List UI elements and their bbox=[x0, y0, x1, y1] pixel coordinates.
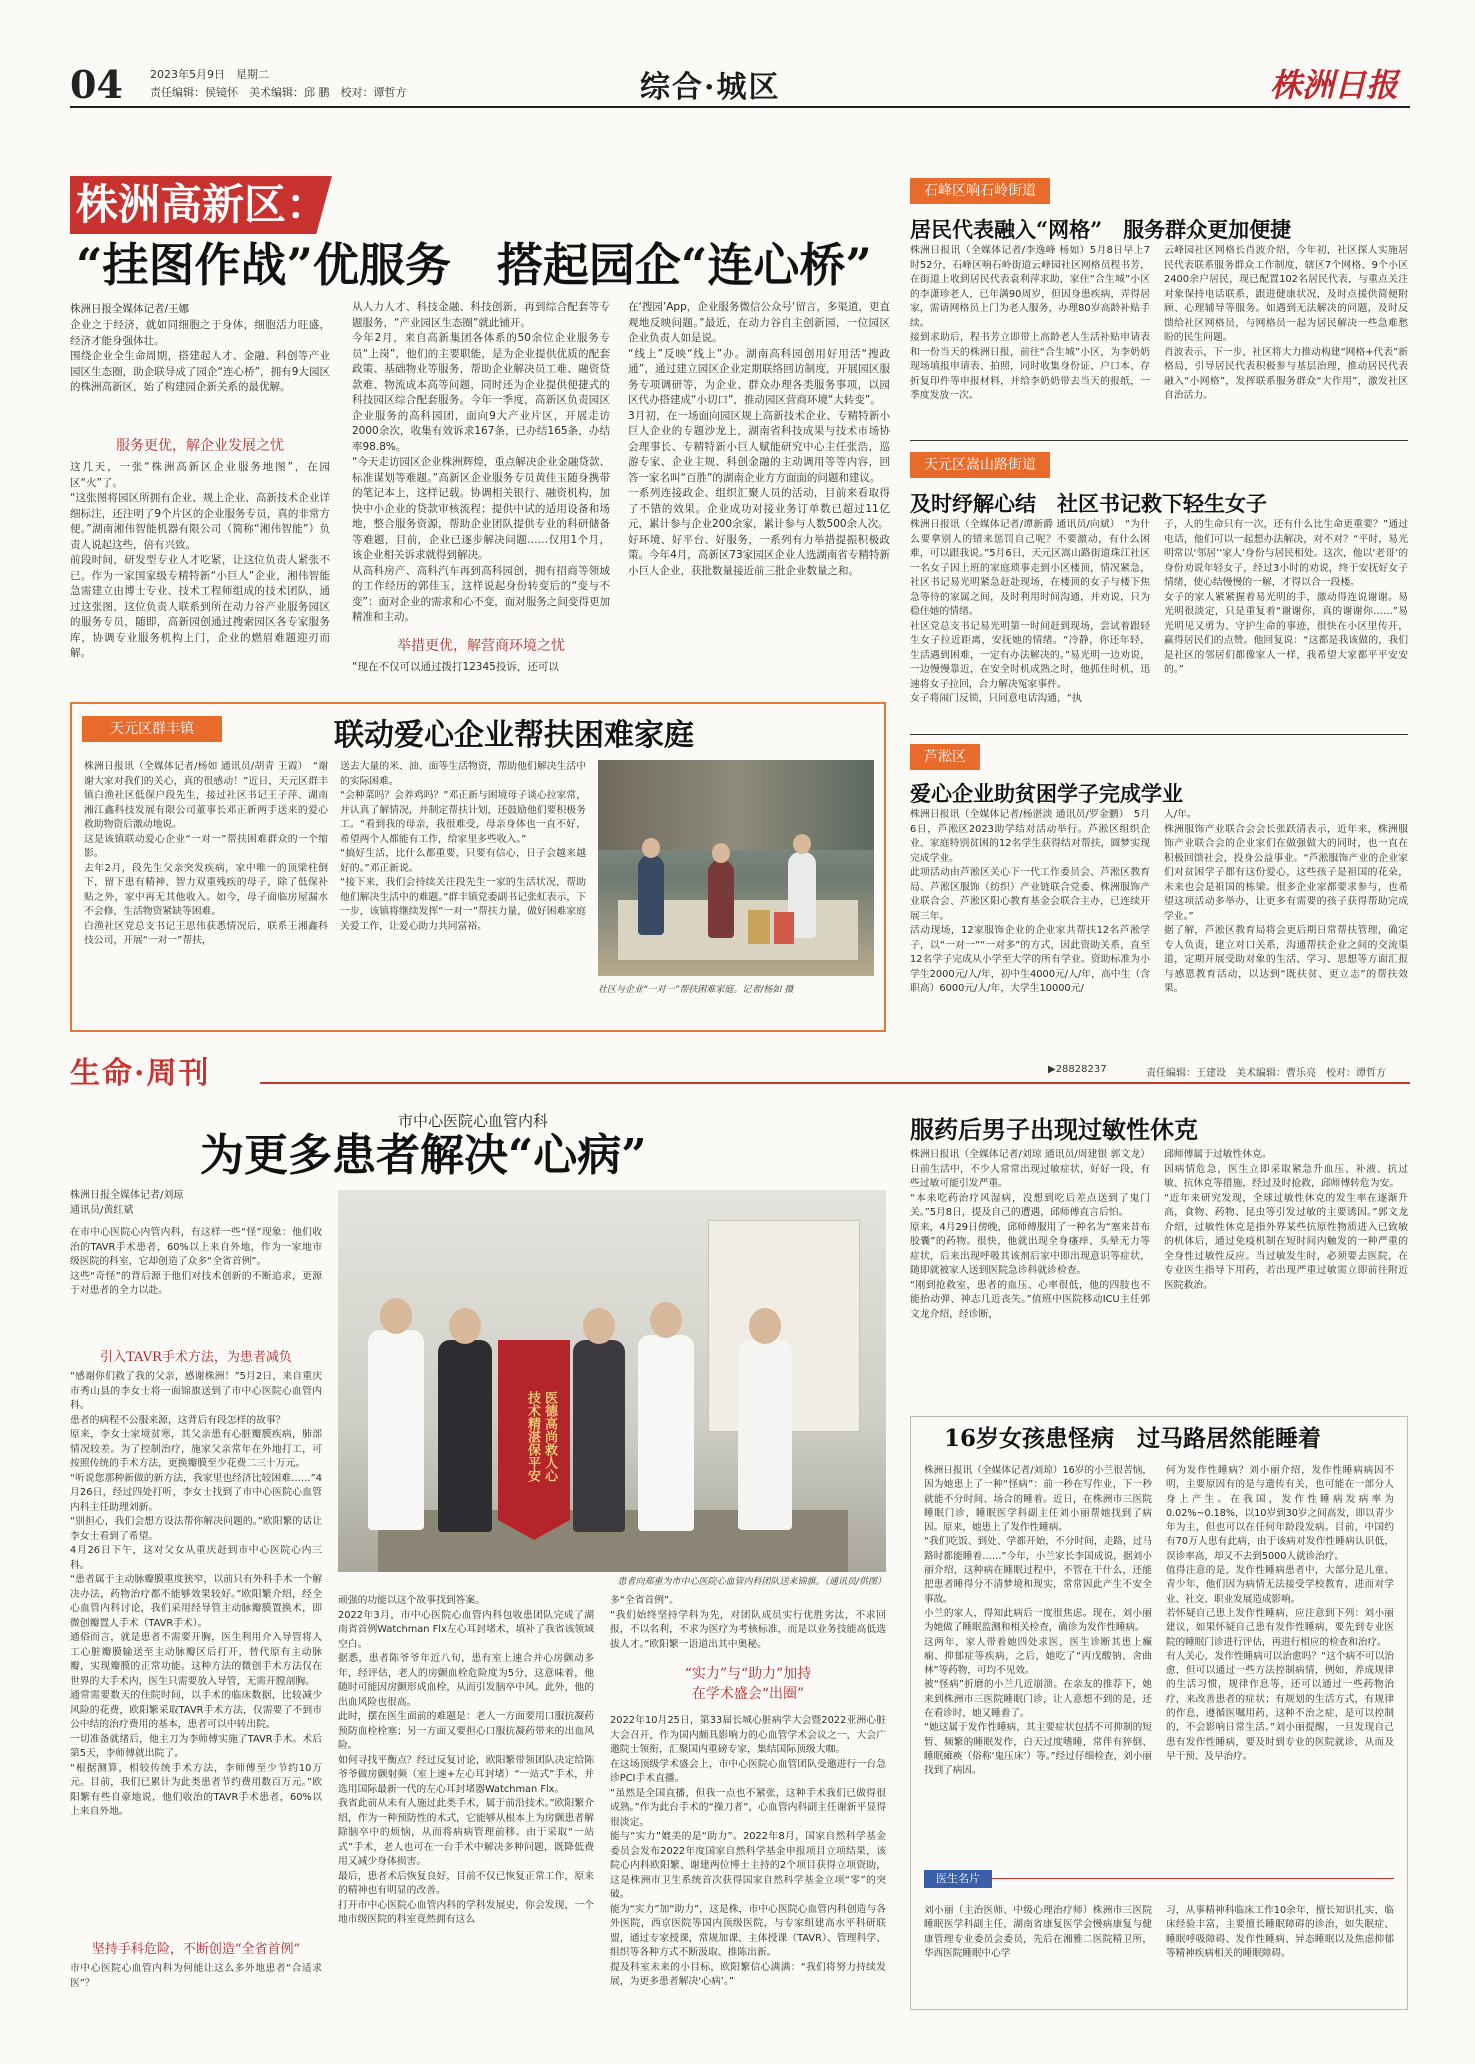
charity-area-tag: 天元区群丰镇 bbox=[82, 716, 222, 742]
r2-col2: 子，人的生命只有一次，还有什么比生命更重要？”通过电话，他们可以一起想办法解决，对不对？“平时，易光明常以‘邻居’‘家人’身份与居民相处。这次，他以‘老哥’的身份劝说年轻女子，经过3小时的劝说，终于安抚好女子情绪，使心结慢慢的一解，才得以合一段楼。 女子的家人紧紧握着易光明的手，激动得连说谢谢。易光明很淡定，只是重复着“谢谢你，真的谢谢你……”易光明见又勇为、守护生命的事迹，很快在小区里传开，赢得居民们的点赞。他回复说：“这都是我该做的，我们是社区的邻居们都像家人一样，我希望大家都平平安安的。” bbox=[1164, 519, 1408, 675]
allergy-col2: 邱师傅属于过敏性休克。 因病情危急，医生立即采取紧急升血压、补液、抗过敏、抗休克等措施，经过及时抢救，邱师傅转危为安。 “近年来研究发现，全球过敏性休克的发生率在逐渐升高，食物、药物、昆虫等引发过敏的主要诱因。”郭文龙介绍，过敏性休克是指外界某些抗原性物质进入已致敏的机体后，通过免疫机制在短时间内触发的一种严重的全身性过敏性反应。当过敏发生时，必须要去医院，在专业医生指导下用药，若出现严重过敏需立即前往附近医院救治。 bbox=[1164, 1149, 1408, 1291]
masthead-rule bbox=[70, 106, 1410, 108]
life-banner-rule bbox=[260, 1082, 1410, 1084]
heart-photo bbox=[338, 1190, 886, 1572]
charity-headline: 联动爱心企业帮扶困难家庭 bbox=[334, 718, 694, 753]
charity-photo bbox=[598, 760, 874, 976]
charity-col2: 送去大量的米、油、面等生活物资，帮助他们解决生活中的实际困难。 “会种菜吗？会养鸡吗？”邓正新与困境母子谈心拉家常，并认真了解情况，并制定帮扶计划，还鼓励他们要积极务工。“看到我的母亲，我很难受，母亲身体也一直不好，希望两个人都能有工作，给家里多些收入。” “搞好生活，比什么都重要，只要有信心，日子会越来越好的。”邓正新说。 “接下来，我们会持续关注段先生一家的生活状况，帮助他们解决生活中的难题。”群丰镇党委副书记张虹表示，下一步，该镇将继续发挥“一对一”帮扶力量，做好困难家庭关爱工作，让爱心助力共同富裕。 bbox=[340, 761, 586, 932]
masthead-date: 2023年5月9日 星期二 bbox=[150, 68, 269, 81]
r2-area-tag: 天元区嵩山路街道 bbox=[910, 452, 1050, 478]
doctor-card-col2: 习，从事精神科临床工作10余年，擅长知识扎实，临床经验丰富，主要擅长睡眠障碍的诊治，如失眠症、睡眠呼吸障碍、发作性睡病、异态睡眠以及焦虑抑郁等精神疾病相关的睡眠障碍。 bbox=[1166, 1905, 1394, 1959]
heart-caption: 患者向郑重为市中心医院心血管内科团队送来锦旗。（通讯员/供图） bbox=[617, 1577, 886, 1587]
heart-col1b: “感谢你们救了我的父亲，感谢株洲！”5月2日，来自重庆市秀山县的李女士将一面锦旗送到了市中心医院心血管内科。 患者的病程不公服来源，这背后有段怎样的故事？ 原来，李女士家境贫寒，其父亲患有心脏瓣膜疾病，肺部情况较差。为了控制治疗，施家父亲常年在外地打工，可按照传统的手术方法，更换瓣膜至少花费二三十万元。 “听说您那种新做的新方法，我家里也经济比较困难……”4月26日，经过四处打听，李女士找到了市中心医院心血管内科主任助理刘新。 “别担心，我们会想方设法帮你解决问题的。”欧阳繁的话让李女士看到了希望。 4月26日下午，这对父女从重庆赶到市中心医院心内三科。 “患者属于主动脉瓣膜重度狭窄，以前只有外科手术一个解决办法，药物治疗都不能够效果较好。”欧阳繁介绍，经全心血管内科讨论，我们采用经导管主动脉瓣膜置换术，即微创瓣置人手术（TAVR手术）。 通俗而言，就是患者不需要开胸，医生利用介入导管将人工心脏瓣膜输送至主动脉瓣区后打开，替代原有主动脉瓣，实现瓣膜的正常功能。这种方法的微创手术方法仅在世界的大手术内，医生只需要放入导管，无需开膛剖胸。 通常需要数天的住院时间，以手术的临床数据，比较减少风险的花费，欧阳繁采取TAVR手术方法，仅需要了不到市公中结的治疗费用的基本，患者可以中转出院。 一切准备就绪后，他主刀为李师傅实施了TAVR手术。术后第5天，李师傅就出院了。 “根据测算，相较传统手术方法，李师傅至少节约10万元。目前，我们已累计为此类患者节约费用数百万元。”欧阳繁有些自豪地说，他们收治的TAVR手术患者，60%以上来自外地。 bbox=[70, 1371, 322, 1817]
heart-col1a: 在市中心医院心内管内科，有这样一些“怪”现象：他们收治的TAVR手术患者，60%以上来自外地，作为一家地市级医院的科室，它却创造了众多“全省首例”。 这些“奇怪”的背后源于他们对技术创新的不断追求，更源于对患者的全力以赴。 bbox=[70, 1227, 322, 1296]
r3-area-tag: 芦淞区 bbox=[910, 744, 980, 770]
r1-col1: 株洲日报讯（全媒体记者/李逸峰 杨如）5月8日早上7时52分，石峰区响石岭街道云峰园社区网格员程书芳，在街道上收到居民代表袁利萍求助，家住“合生城”小区的李潇珍老人，已年满90周岁，但因身患疾病，弄得居家，需请网格员上门为老人服务，办理80岁高龄补贴手续。 接到求助后，程书芳立即带上高龄老人生活补贴申请表和一份当天的株洲日报，前往“合生城”小区，为李奶奶现场填报申请表、拍照，同时收集身份证、户口本、存折复印件等申报材料，并给李奶奶带去当天的报纸，一季度发放一次。 bbox=[910, 245, 1150, 401]
heart-col1c: 市中心医院心血管内科为何能让这么多外地患者“合适求医”？ bbox=[70, 1963, 322, 1989]
life-section-title: 生命·周刊 bbox=[70, 1056, 211, 1091]
heart-kicker: 市中心医院心血管内科 bbox=[398, 1112, 549, 1130]
page-number: 04 bbox=[70, 62, 123, 107]
r1-area-tag: 石峰区响石岭街道 bbox=[910, 178, 1050, 204]
lead-byline: 株洲日报全媒体记者/王娜 bbox=[70, 303, 190, 315]
lead-col3: 在‘搜园’App，企业服务微信公众号‘留言，多渠道，更直观地反映问题。”最近，在动力谷自主创新园，一位园区企业负责人如是说。 “线上”反映“线上”办。湖南高科园创用好用活“搜政通”，通过建立园区企业定期联络回访制度，开展园区服务专项调研等，为企业、群众办理各类服务事项，以园区代办搭建成“小切口”，推动园区营商环境“大转变”。 3月初，在一场面向园区规上高新技术企业、专精特新小巨人企业的专题沙龙上，湖南省科技成果与技术市场协会理事长、专精特新小巨人赋能研究中心主任张浩，巡游专家、企业主规、科创金融的主动调用等等内容，回答一家名叫“百胜”的湖南企业方方面面的问题和建议。 一系列连接政企、组织汇聚人员的活动，目前来看取得了不错的效果。企业成功对接业务订单数已超过11亿元，累计参与企业200余家，累计参与人数500余人次。 好环境、好平台、好服务，一系列有力举措提振积极政策。今年4月，高新区73家园区企业人选湖南省专精特新小巨人企业，获批数量接近前三批企业数量之和。 bbox=[628, 301, 890, 577]
lead-col2: 从人力人才、科技金融、科技创新，再到综合配套等专题服务，“产业园区生态圈”就此铺开。 今年2月，来自高新集团各体系的50余位企业服务专员“上岗”，他们的主要职能，是为企业提供优质的配套政策、基础物业等服务，帮助企业解决员工难、融资贷款难、物流成本高等问题，同时还为企业提供便捷式的科技园区综合配套服务。今年一季度，高新区负责园区企业服务的高科园团，面向9大产业片区，开展走访2000余次，收集有效诉求167条，已办结165条，办结率98.8%。 “今天走访园区企业株洲辉煌，重点解决企业金融贷款、标准谋划等难题。”高新区企业服务专员黄佳玉随身携带的笔记本上，这样记载。协调相关银行、融资机构，加快中小企业的贷款审核流程；提供中试的适用设备和场地，整合服务资源，帮助企业团队提供专业的科研储备等难题，目前，企业已逐步解决问题……仅用1个月，该企业相关诉求就得到解决。 从高科房产、高科汽车再到高科园创，拥有招商等领域的工作经历的郭佳玉，这样说起身份转变后的“变与不变”：面对企业的需求和心不变，面对服务之间变得更加精准和主动。 bbox=[352, 301, 610, 623]
heart-headline: 为更多患者解决“心病” bbox=[200, 1130, 647, 1181]
lead-col1b: 这几天，一张“株洲高新区企业服务地图”，在园区“火”了。 “这张图将园区所拥有企业、规上企业、高新技术企业详细标注，还注明了9个片区的企业服务专员，真的非常方便。”湖南湘伟智能机器有限公司（简称“湘伟智能”）负责人说起这些，倍有兴致。 前段时间，研发型专业人才吃紧，让这位负责人紧张不已。作为一家国家级专精特新“小巨人”企业，湘伟智能急需建立由博士专业、技术工程师组成的技术团队，通过这张图，这位负责人联系到所在动力谷产业服务园区的服务专员，随即，高新园创通过搜索园区各专家服务库，协调专业服务机构上门，企业的燃眉难题迎刃而解。 bbox=[70, 461, 330, 659]
heart-subhead-3: “实力”与“助力”加持 在学术盛会“出圈” bbox=[684, 1666, 812, 1702]
r2-col1: 株洲日报讯（全媒体记者/谭新爵 通讯员/向斌） “为什么要拿别人的错来惩罚自己呢？不要激动，有什么困难，可以跟我说。”5月6日，天元区嵩山路街道珠江社区一名女子因上班的家庭琐事走到小区楼顶，情况紧急，社区书记易光明紧急赶赴现场，在楼顶的女子与楼下焦急等待的家属之间，及时利用时间沟通，并劝说，只为稳住她的情绪。 社区党总支书记易光明第一时间赶到现场，尝试着跟轻生女子拉近距离，安抚她的情绪。“冷静，你还年轻，生活遇到困难，一定有办法解决的。”易光明一边劝说，一边慢慢靠近，在安全时机成熟之时，他抓住时机，迅速将女子拉回，合力解决冤家事件。 女子将闹门反锁，只同意电话沟通，“执 bbox=[910, 519, 1150, 704]
r2-divider bbox=[910, 734, 1408, 735]
r1-headline: 居民代表融入“网格” 服务群众更加便捷 bbox=[910, 217, 1292, 242]
sleep-headline: 16岁女孩患怪病 过马路居然能睡着 bbox=[944, 1425, 1322, 1452]
heart-col3b: 2022年10月25日，第33届长城心脏病学大会暨2022亚洲心脏大会召开，作为国内颇具影响力的心血管学术会议之一，大会广邀院士领衔，汇聚国内重磅专家，集结国际顶级大咖。 在这场顶级学术盛会上，市中心医院心血管团队受邀进行一台急诊PCI手术直播。 “虽然是全国直播，但我一点也不紧张，这种手术我们已做得很成熟。”作为此台手术的“操刀者”，心血管内科副主任谢新平显得很淡定。 能与“实力”媲美的是“助力”。2022年8月，国家自然科学基金委员会发布2022年度国家自然科学基金申报项目立项结果，该院心内科欧阳繁、谢建两位博士主持的2个项目获得立项资助，这是株洲市卫生系统首次获得国家自然科学基金立项“零”的突破。 能为“实力”加“助力”，这是株，市中心医院心血管内科创造与各外医院，西京医院等国内顶级医院，与专家组建高水平科研联盟，通过专家授课，常规加课、主体授课（TAVR）、管理科学、组织等各种方式不断汲取、推陈出新。 提及科室未来的小目标，欧阳繁信心满满：“我们将努力持续发展，为更多患者解决‘心病’。” bbox=[610, 1715, 886, 1987]
heart-byline: 株洲日报全媒体记者/刘琼 通讯员/黄红斌 bbox=[70, 1190, 184, 1216]
pennant-text: 医德高尚救人心 技术精湛保平安 bbox=[525, 1390, 557, 1482]
section-title: 综合·城区 bbox=[640, 70, 781, 105]
lead-col1-subhead: 服务更优，解企业发展之忧 bbox=[116, 438, 284, 454]
lead-col2b: “现在不仅可以通过拨打12345投诉，还可以 bbox=[352, 661, 559, 673]
r3-col1: 株洲日报讯（全媒体记者/杨湛淡 通讯员/罗金鹏） 5月6日，芦淞区2023助学结对活动举行。芦淞区组织企业、家庭特别贫困的12名学生获得结对帮扶，圆梦实现完成学业。 此项活动由芦淞区关心下一代工作委员会、芦淞区教育局、芦淞区服饰（纺织）产业链联合党委、株洲服饰产业联合会、芦淞区阳心教育基金会联合主办，已连续开展三年。 活动现场，12家服饰企业的企业家共帮扶12名芦淞学子，以“一对一”“一对多”的方式，因此资助关系，直至12名学子完成从小学至大学的所有学业。资助标准为小学生2000元/人/年，初中生4000元/人/年，高中生（含职高）6000元/人/年，大学生10000元/ bbox=[910, 809, 1150, 994]
lead-kicker: 株洲高新区： bbox=[76, 180, 329, 229]
lead-col2-subhead: 举措更优，解营商环境之忧 bbox=[397, 638, 565, 654]
charity-col1: 株洲日报讯（全媒体记者/杨如 通讯员/胡青 王霞） “谢谢大家对我们的关心，真的很感动！”近日，天元区群丰镇白渔社区低保户段先生，接过社区书记王子萍、湖南湘江鑫科技发展有限公司董事长邓正新两手送来的爱心救助物资后激动地说。 这是该镇联动爱心企业“一对一”帮扶困难群众的一个缩影。 去年2月，段先生父亲突发疾病，家中唯一的顶梁柱倒下，留下患有精神、智力双重残疾的母子，除了低保补贴之外，家中再无其他收入。如今，母子面临房屋漏水不会修，生活物资紧缺等困难。 白渔社区党总支书记王思伟获悉情况后，联系王湘鑫科技公司，开展“一对一”帮扶， bbox=[84, 761, 328, 946]
sleep-col2: 何为发作性睡病？刘小丽介绍，发作性睡病病因不明，主要原因有的是与遗传有关，也可能在一部分人身上产生。在我国，发作性睡病发病率为0.02%~0.18%，以10岁到30岁之间高发，即以青少年为主，但也可以在任何年龄段发病。目前，中国约有70万人患有此病，由于该病对发作性睡病认识低，误诊率高，却又不去到5000人就诊治疗。 值得注意的是，发作性睡病患者中，大部分是儿童、青少年，他们因为病情无法接受学校教育，进而对学业、社交、职业发展造成影响。 若怀疑自己患上发作性睡病，应注意到下列：刘小丽建议，如果怀疑自己患有发作性睡病，要先到专业医院的睡眠门诊进行评估，再进行相应的检查和治疗。 有人关心，发作性睡病可以治愈吗？“这个病不可以治愈，但可以通过一些方法控制病情，例如，养成规律的生活习惯，规律作息等，还可以通过一些药物治疗，来改善患者的症状；有规划的生活方式，有规律的作息，遵循医嘱用药，这种不治之症，是可以控制的，不会影响日常生活。”刘小丽提醒，一旦发现自己患有发作性睡病，要及时到专业的医院就诊，从而及早干预、及早治疗。 bbox=[1166, 1465, 1394, 1762]
heart-col2: 顽强的功能以这个故事找到答案。 2022年3月，市中心医院心血管内科包收患团队完成了湖南省首例Watchman Flx左心耳封堵术，填补了我省该领域空白。 据悉，患者陈爷爷年近八旬，患有室上速合并心房颤动多年，经评估，老人的房颤血栓危险度为5分，这意味着，他随时可能因房颤形成血栓，从而引发脑卒中风。此外，他的出血风险也很高。 此时，摆在医生面前的难题是：老人一方面要用口服抗凝药预防血栓栓塞；另一方面又要担心口服抗凝药带来的出血风险。 如何寻找平衡点？经过反复讨论，欧阳繁带领团队决定给陈爷爷做房颤射频（室上速+左心耳封堵）“一站式”手术，并选用国际最新一代的左心耳封堵器Watchman Flx。 我省此前从未有人施过此类手术，属于前沿技术。”欧阳繁介绍，作为一种预防性的术式，它能够从根本上为房颤患者解除脑卒中的烦恼，从而将病病管理前移。由于采取“一站式”手术，老人也可在一台手术中解决多种问题，既降低费用又减少身体损害。 最后，患者术后恢复良好，目前不仅已恢复正常工作，原来的精神也有明显的改善。 打开市中心医院心血管内科的学科发展史，你会发现，一个地市级医院的科室竟然拥有这么 bbox=[338, 1595, 594, 1925]
r3-headline: 爱心企业助贫困学子完成学业 bbox=[910, 781, 1183, 806]
newspaper-logo: 株洲日报 bbox=[1270, 66, 1399, 104]
heart-col3a: 多“全省首例”。 “我们始终坚持学科为先，对团队成员实行优胜劣汰，不求回报，不以名利，不求为医疗为考核标准，而是以业务技能高低选拔人才。”欧阳繁一语道出其中奥秘。 bbox=[610, 1595, 886, 1650]
r1-divider bbox=[910, 440, 1408, 441]
masthead-editors: 责任编辑：侯镜怀 美术编辑：邱 鹏 校对：谭哲方 bbox=[150, 86, 407, 99]
charity-caption: 社区与企业“一对一”帮扶困难家庭。记者/杨如 摄 bbox=[598, 985, 794, 995]
sleep-doctor-rule bbox=[924, 1878, 1394, 1879]
heart-subhead-2: 坚持手科危险，不断创造“全省首例” bbox=[91, 1942, 301, 1957]
allergy-headline: 服药后男子出现过敏性休克 bbox=[910, 1115, 1198, 1144]
r3-col2: 人/年。 株洲服饰产业联合会会长张跃清表示，近年来，株洲服饰产业联合会的企业家们在做强做大的同时，也一直在积极回馈社会，投身公益事业。“芦淞服饰产业的企业家们对贫困学子都有这份爱心，这些孩子是祖国的花朵，未来也会是祖国的栋梁。很多企业家都要求参与，也希望这项活动多举办，让更多有需要的孩子获得帮助完成学业。” 据了解，芦淞区教育局将会更后期日常帮扶管理，确定专人负责，建立对口关系，沟通帮扶企业之间的交流渠道，定期开展受助对象的生活、学习、思想等方面汇报与感恩教育活动，以达到“既扶贫、更立志”的帮扶效果。 bbox=[1164, 809, 1408, 994]
doctor-card-col1: 刘小丽（主治医师、中级心理治疗师）株洲市三医院睡眠医学科副主任，湖南省康复医学会慢病康复与健康管理专业委员会委员，先后在湘雅二医院精卫所，华西医院睡眠中心学 bbox=[924, 1905, 1152, 1959]
allergy-col1: 株洲日报讯（全媒体记者/刘琼 通讯员/周建银 郭文龙）日前生活中，不少人常常出现过敏症状，好好一段，有些过敏可能引发严重。 “本来吃药治疗风湿病，没想到吃后差点送到了鬼门关。”5月8日，提及自己的遭遇，邱师傅直言后怕。 原来，4月29日傍晚，邱师傅服用了一种名为“塞来昔布胶囊”的药物。很快，他就出现全身瘙痒、头晕无力等症状，后来出现呼吸其该剂后家中即出现意识等症状，随即就被家人送到医院急诊科就诊检查。 “刚到抢救室，患者的血压、心率很低，他的四肢也不能抬动弹、神志几近丧失。”值班中医院移动ICU主任郭文龙介绍，经诊断， bbox=[910, 1149, 1150, 1320]
r2-headline: 及时纾解心结 社区书记救下轻生女子 bbox=[910, 491, 1267, 516]
lead-headline: “挂图作战”优服务 搭起园企“连心桥” bbox=[76, 238, 872, 292]
life-editors: 责任编辑：王建设 美术编辑：曹乐亮 校对：谭哲方 bbox=[1146, 1068, 1386, 1079]
life-phone: ▶28828237 bbox=[1048, 1064, 1107, 1075]
doctor-card-tag: 医生名片 bbox=[924, 1870, 992, 1888]
r1-col2: 云峰园社区网格长肖波介绍，今年初，社区探人实施居民代表联系服务群众工作制度，辖区7个网格、9个小区2400余户居民，现已配置102名居民代表，与重点关注对象保持电话联系，跟进健康状况，及时点援供简便附顾、心理辅导等服务。如遇到无法解决的问题，及时反馈给社区网格员，与网格员一起为居民解决一些急难愁盼的民生问题。 肖波表示，下一步，社区将大力推动构建“网格+代表”新格局，引导居民代表积极参与基层治理，推动居民代表融入“小网格”，发挥联系服务群众“大作用”，激发社区自治活力。 bbox=[1164, 245, 1408, 401]
heart-subhead-1: 引入TAVR手术方法，为患者减负 bbox=[100, 1350, 292, 1365]
sleep-col1: 株洲日报讯（全媒体记者/刘琼）16岁的小兰很苦恼，因为她患上了一种“怪病”：前一秒在写作业，下一秒就能不分时间、场合的睡着。近日，在株洲市三医院睡眠门诊，睡眠医学科副主任刘小丽帮她找到了病因。原来，她患上了发作性睡病。 “我们吃饭、到处、学都开始，不分时间，走路，过马路时都能睡着……”今年，小兰家长李国成说，据刘小丽介绍，这种病在睡眠过程中，不管在干什么，还能把患者睡得分不清梦境和现实，常常因此产生不安全事故。 小兰的家人，得知此病后一度很焦虑。现在，刘小丽为她做了睡眠监测和相关检查，确诊为发作性睡病。 这两年，家人带着她四处求医，医生诊断其患上癫痫、抑郁症等疾病，之后，她吃了“丙戊酸钠、舍曲林”等药物，可均不见效。 被“怪病”折磨的小兰几近崩溃。在亲友的推荐下，她来到株洲市三医院睡眠门诊，让人意想不到的是，还在看诊时，她又睡着了。 “她这属于发作性睡病，其主要症状包括不可抑制的短暂、频繁的睡眠发作，白天过度嗜睡，常伴有猝倒、睡眠瘫痪（俗称‘鬼压床’）等。”经过仔细检查，刘小丽找到了病因。 bbox=[924, 1465, 1152, 1777]
lead-col1: 企业之于经济，就如同细胞之于身体，细胞活力旺盛，经济才能身强体壮。 围绕企业全生命周期，搭建起人才、金融、科创等产业园区生态圈，助企联导成了园企“连心桥”，拥有9大园区的株洲高新区，始了构建园企新关系的最优解。 bbox=[70, 319, 330, 393]
